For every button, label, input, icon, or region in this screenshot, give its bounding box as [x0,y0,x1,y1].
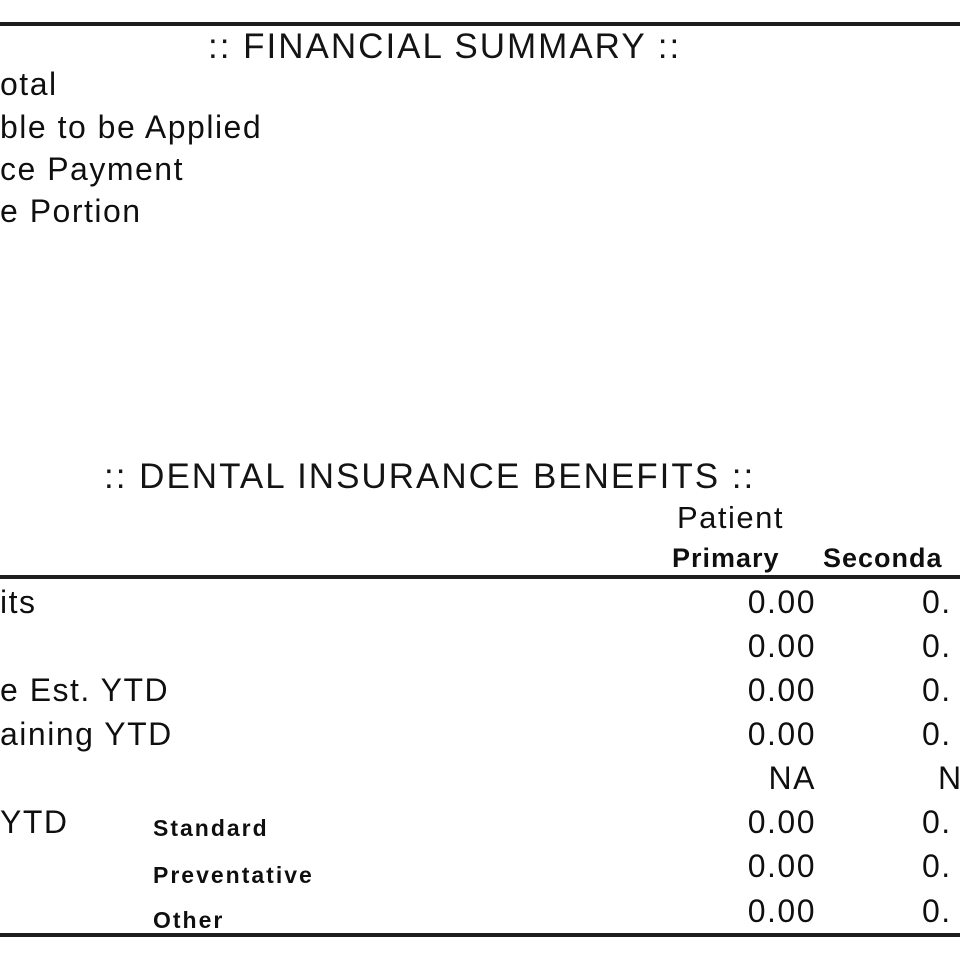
row-label: e Est. YTD [0,672,170,708]
row-primary-value: 0.00 [747,804,816,840]
row-label: aining YTD [0,716,173,752]
row-secondary-value: 0. [922,716,952,752]
financial-item-applicable: ble to be Applied [0,109,263,145]
benefits-heading: :: DENTAL INSURANCE BENEFITS :: [104,457,756,496]
row-secondary-value: 0. [922,893,952,929]
row-label: its [0,584,37,620]
financial-item-insurance-payment: ce Payment [0,151,184,187]
financial-item-patient-portion: e Portion [0,193,142,229]
row-primary-value: NA [768,760,816,796]
row-secondary-value: N [938,760,963,796]
row-secondary-value: 0. [922,848,952,884]
row-primary-value: 0.00 [747,848,816,884]
row-primary-value: 0.00 [747,672,816,708]
row-secondary-value: 0. [922,672,952,708]
row-secondary-value: 0. [922,628,952,664]
table-header-rule [0,575,960,579]
column-primary: Primary [672,543,780,573]
row-sublabel: Preventative [153,862,314,888]
row-label: YTD [0,804,69,840]
row-sublabel: Other [153,907,225,933]
column-group-patient: Patient [677,500,785,535]
row-secondary-value: 0. [922,804,952,840]
column-secondary: Seconda [823,543,943,573]
bottom-rule [0,933,960,937]
row-primary-value: 0.00 [747,628,816,664]
row-sublabel: Standard [153,815,269,841]
financial-item-total: otal [0,66,58,102]
row-secondary-value: 0. [922,584,952,620]
financial-summary-heading: :: FINANCIAL SUMMARY :: [208,27,682,66]
row-primary-value: 0.00 [747,716,816,752]
row-primary-value: 0.00 [747,584,816,620]
row-primary-value: 0.00 [747,893,816,929]
top-rule [0,22,960,26]
